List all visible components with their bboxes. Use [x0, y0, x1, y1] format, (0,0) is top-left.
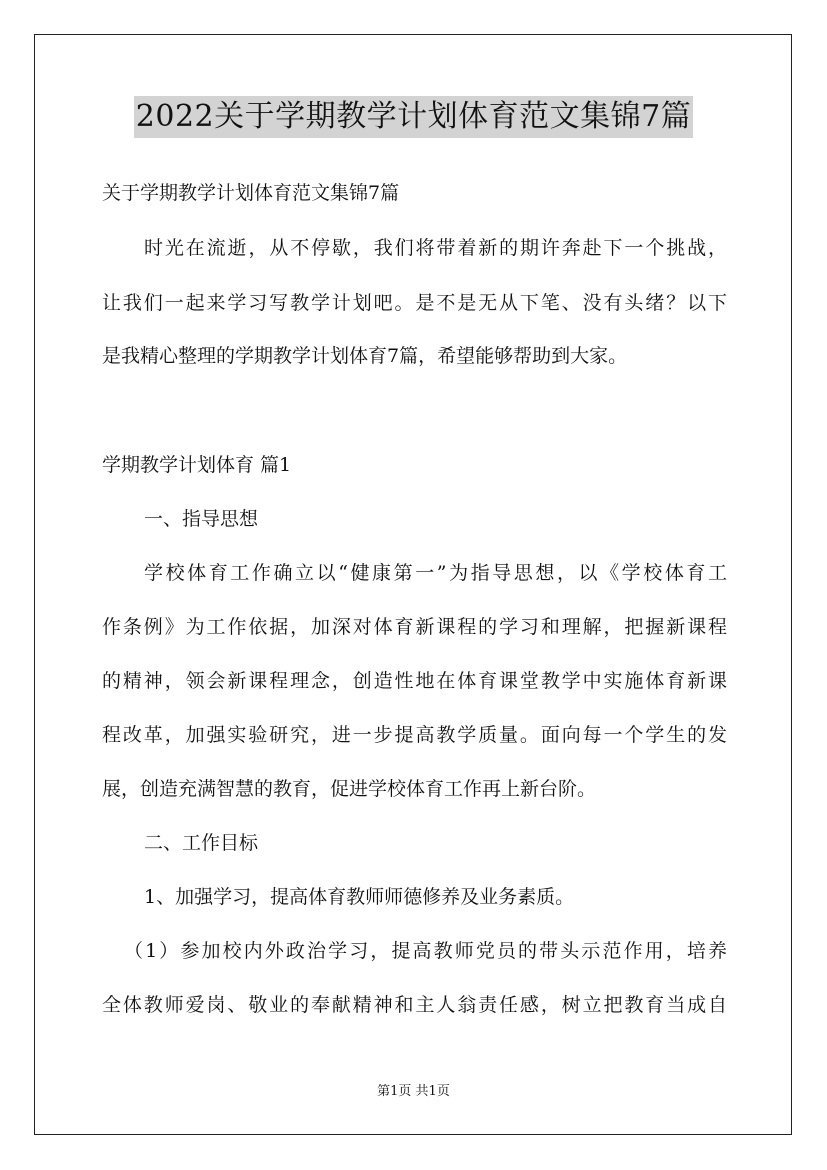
section-heading: 学期教学计划体育 篇1: [102, 454, 292, 476]
intro-line-1: 时光在流逝，从不停歇，我们将带着新的期许奔赴下一个挑战，: [144, 237, 727, 259]
para-1-line-5: 展，创造充满智慧的教育，促进学校体育工作再上新台阶。: [102, 778, 597, 800]
intro-line-3: 是我精心整理的学期教学计划体育7篇，希望能够帮助到大家。: [102, 345, 628, 367]
document-title: 2022关于学期教学计划体育范文集锦7篇: [134, 96, 693, 138]
document-subtitle: 关于学期教学计划体育范文集锦7篇: [102, 182, 400, 204]
para-1-line-4: 程改革，加强实验研究，进一步提高教学质量。面向每一个学生的发: [102, 724, 727, 746]
para-2-line-1: （1）参加校内外政治学习，提高教师党员的带头示范作用，培养: [124, 940, 727, 962]
page-footer: 第1页 共1页: [377, 1084, 450, 1099]
document-title-block: [0, 96, 827, 138]
para-2-line-2: 全体教师爱岗、敬业的奉献精神和主人翁责任感，树立把教育当成自: [102, 994, 727, 1016]
para-1-line-1: 学校体育工作确立以“健康第一”为指导思想，以《学校体育工: [144, 562, 727, 584]
goal-item-1: 1、加强学习，提高体育教师师德修养及业务素质。: [144, 886, 575, 908]
intro-line-2: 让我们一起来学习写教学计划吧。是不是无从下笔、没有头绪？以下: [102, 292, 727, 314]
heading-guiding-ideology: 一、指导思想: [144, 508, 259, 530]
para-1-line-3: 的精神，领会新课程理念，创造性地在体育课堂教学中实施体育新课: [102, 670, 727, 692]
para-1-line-2: 作条例》为工作依据，加深对体育新课程的学习和理解，把握新课程: [102, 616, 727, 638]
heading-work-goals: 二、工作目标: [144, 832, 259, 854]
